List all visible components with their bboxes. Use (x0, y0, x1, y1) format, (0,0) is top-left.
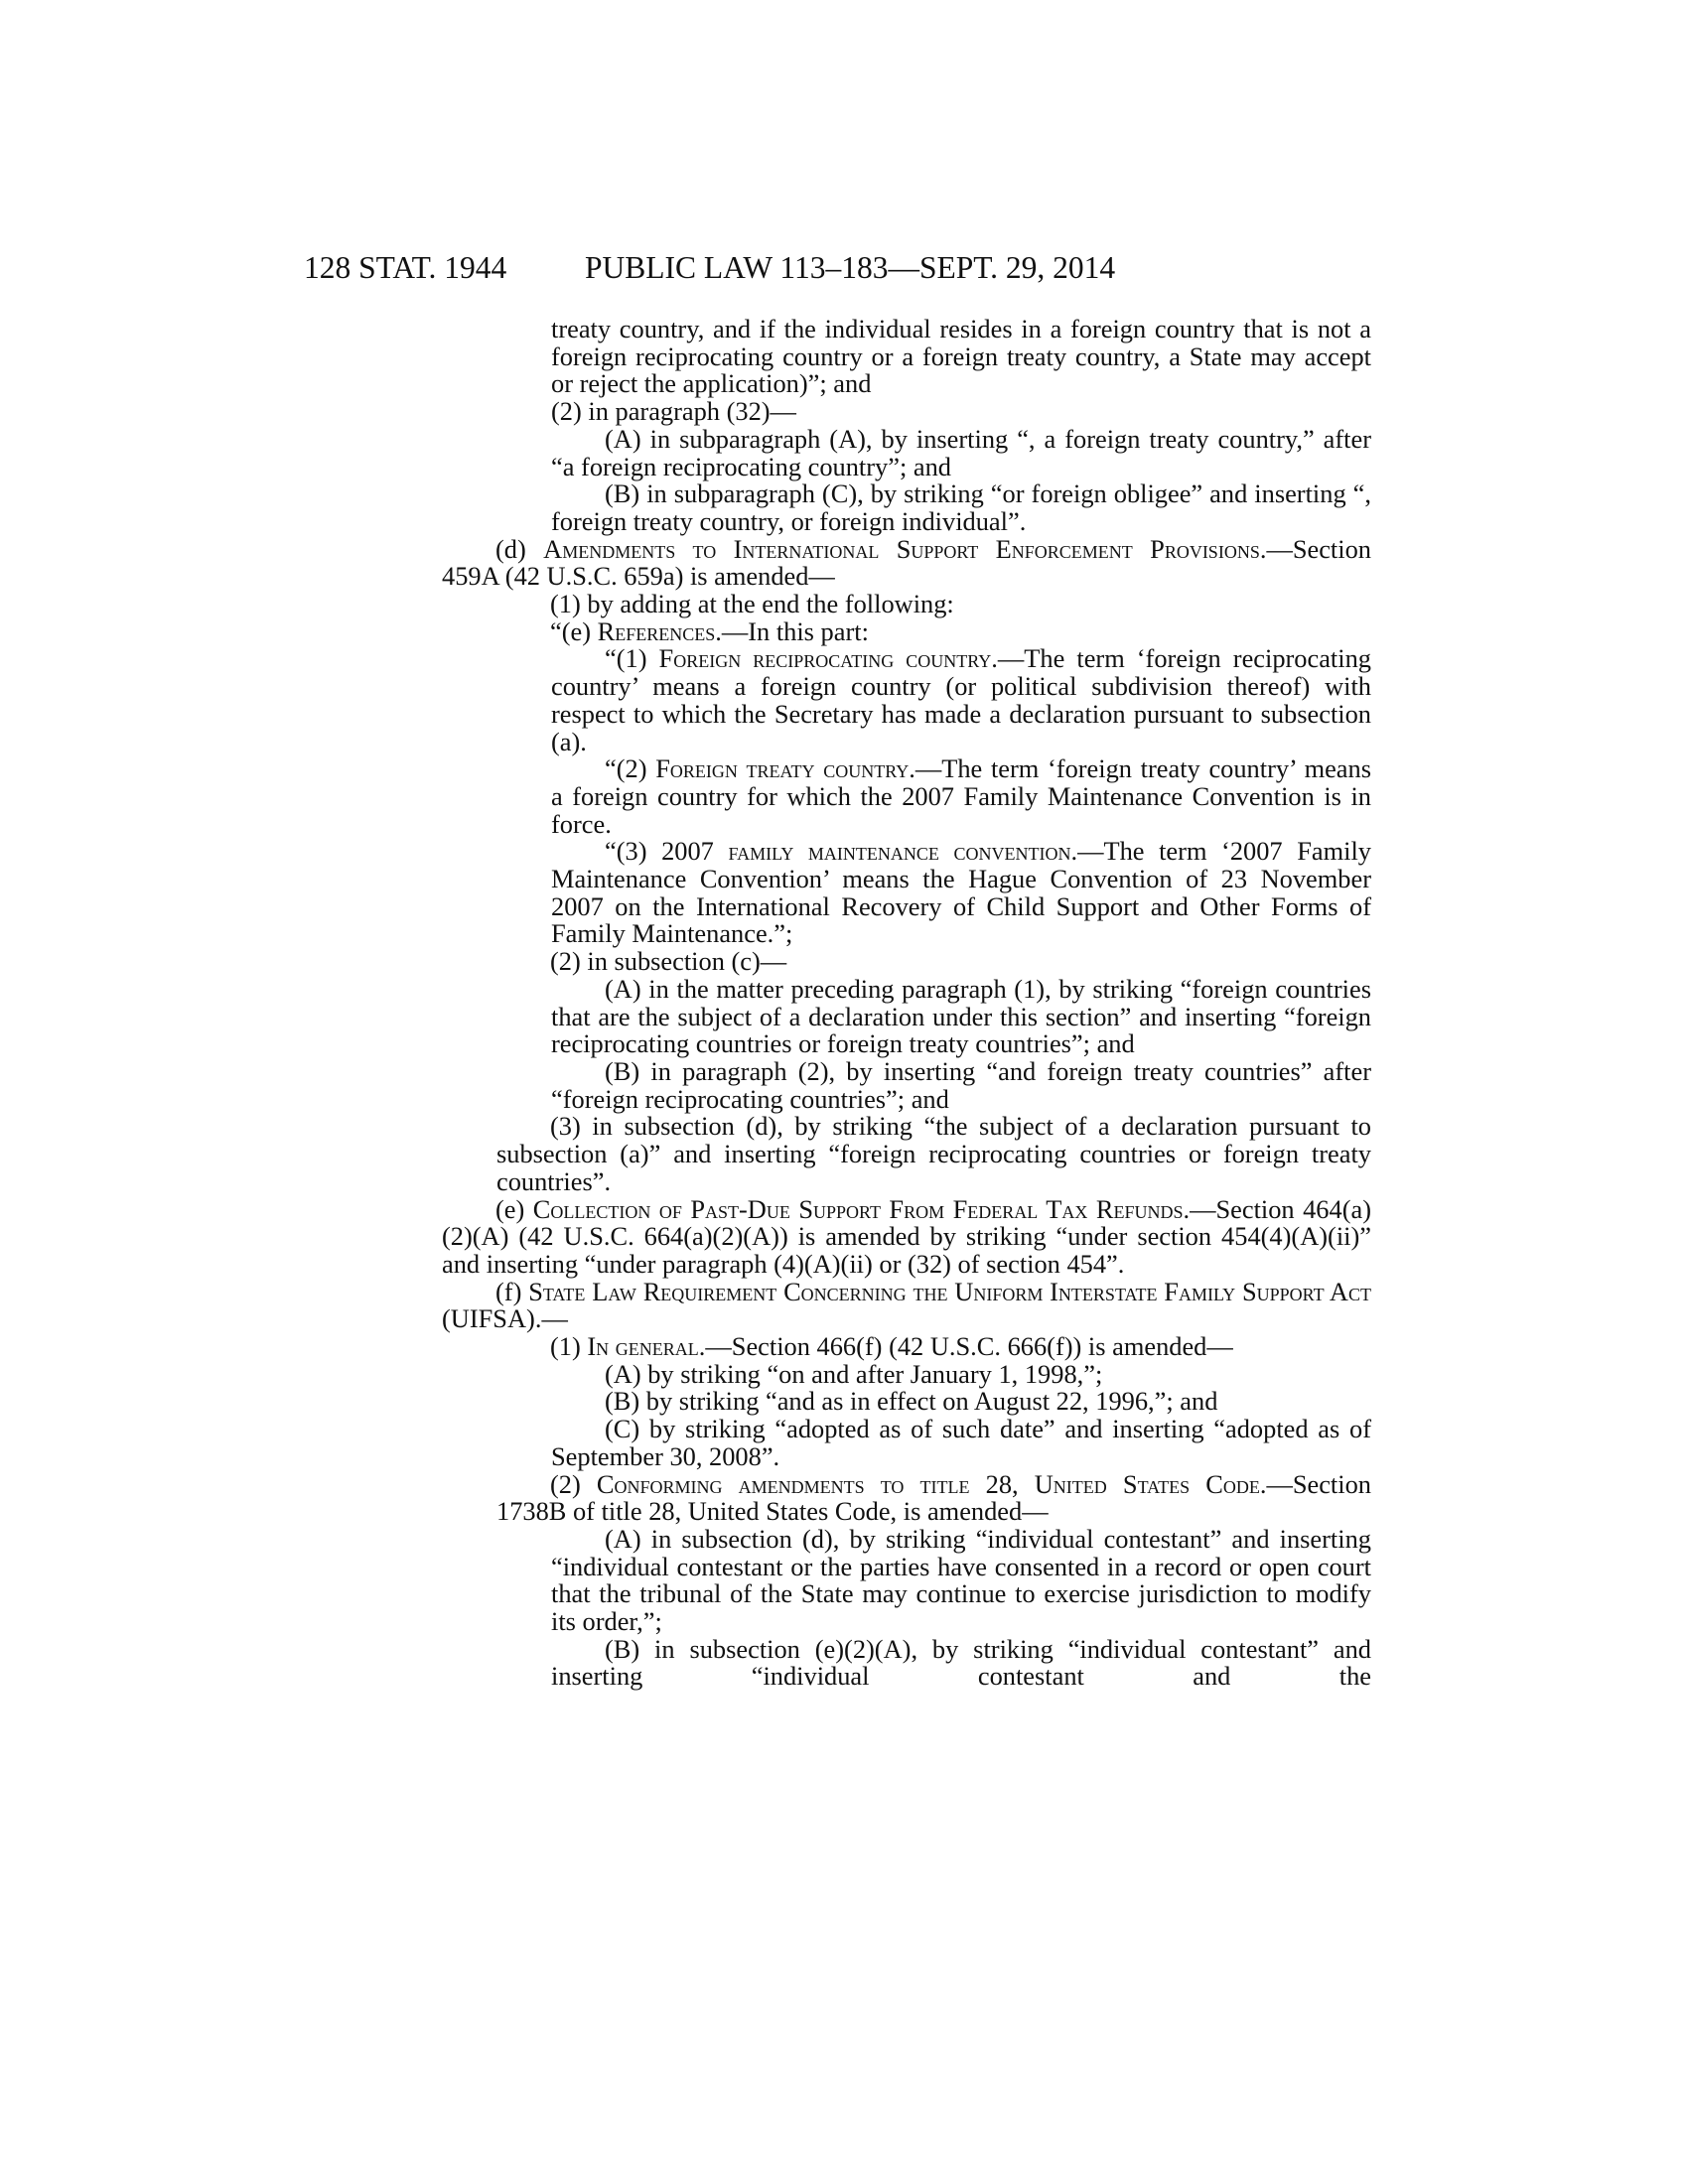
definition-2 (496, 755, 1371, 838)
paragraph-3-subsection-d: (3) in subsection (d), by striking “the subject of a declaration pursuant to subsection (a)” and inserting “foreign reciprocating countries or foreign treaty countries”. (496, 1111, 1371, 1196)
definition-3-text: —The term ‘2007 Family Maintenance Convention’ means the Hague Convention of 23 November 2007 on the International Recovery of Child Support and Other Forms of Family Maintenance.”; (551, 836, 1371, 949)
paragraph-continuation: treaty country, and if the individual resides in a foreign country that is not a foreign reciprocating country or a foreign treaty country, a State may accept or reject the application)”; and (551, 314, 1371, 399)
subparagraph-a-matter-preceding: (A) in the matter preceding paragraph (1), by striking “foreign countries that are the subject of a declaration under this section” and inserting “foreign reciprocating countries or foreign treaty countries”; and (551, 973, 1371, 1059)
paragraph-f2-designator: (2) (550, 1468, 581, 1499)
law-title: PUBLIC LAW 113–183—SEPT. 29, 2014 (585, 250, 1116, 285)
subparagraph-f1-a: (A) by striking “on and after January 1, 1998,”; (605, 1358, 1103, 1389)
new-subsection-e-heading: References. (597, 615, 722, 646)
paragraph-2-text: (2) in paragraph (32)— (551, 396, 796, 427)
definition-1 (496, 645, 1371, 755)
definition-1-heading: Foreign reciprocating country. (658, 643, 998, 674)
subsection-f (442, 1276, 1371, 1334)
subsection-f-text: — (541, 1303, 568, 1334)
definition-3-designator: “(3) (605, 836, 647, 867)
definition-2-designator: “(2) (605, 753, 647, 784)
subsection-f-designator: (f) (495, 1276, 522, 1306)
new-subsection-e-designator: “(e) (550, 615, 592, 646)
subparagraph-f1-c: (C) by striking “adopted as of such date” and inserting “adopted as of September 30, 2008”. (551, 1414, 1371, 1471)
statute-body (442, 314, 1371, 1692)
paragraph-f1-text: —Section 466(f) (42 U.S.C. 666(f)) is amended— (705, 1331, 1233, 1362)
new-subsection-e-text: —In this part: (721, 615, 869, 646)
new-subsection-e (496, 615, 1371, 646)
definition-2-text: —The term ‘foreign treaty country’ means a foreign country for which the 2007 Family Maintenance Convention is in force. (551, 753, 1371, 839)
paragraph-1-adding: (1) by adding at the end the following: (550, 589, 954, 619)
paragraph-f2-heading: Conforming amendments to title 28, United States Code. (596, 1468, 1267, 1499)
paragraph-2 (496, 398, 1371, 426)
paragraph-f2 (496, 1468, 1371, 1527)
running-head (304, 248, 1371, 288)
subparagraph-f2-a: (A) in subsection (d), by striking “individual contestant” and inserting “individual contestant or the parties have consented in a record or open court that the tribunal of the State may continue to exercise jurisdiction to modify its order,”; (551, 1523, 1371, 1637)
definition-2-heading: Foreign treaty country. (655, 753, 915, 784)
paragraph-f2-text: —Section 1738B of title 28, United States Code, is amended— (496, 1468, 1371, 1527)
subsection-d-heading: Amendments to International Support Enforcement Provisions. (543, 533, 1267, 564)
subparagraph-f1-b: (B) by striking “and as in effect on August 22, 1996,”; and (605, 1386, 1218, 1417)
definition-1-text: —The term ‘foreign reciprocating country’ means a foreign country (or political subdivision thereof) with respect to which the Secretary has made a declaration pursuant to subsection (a). (551, 643, 1371, 756)
paragraph-f1-heading: In general. (587, 1331, 706, 1362)
subparagraph-b: (B) in subparagraph (C), by striking “or foreign obligee” and inserting “, foreign treaty country, or foreign individual”. (551, 478, 1371, 536)
subparagraph-b-paragraph-2: (B) in paragraph (2), by inserting “and foreign treaty countries” after “foreign reciprocating countries”; and (551, 1055, 1371, 1114)
subsection-d-designator: (d) (495, 533, 526, 564)
paragraph-f1 (496, 1333, 1371, 1361)
subsection-e-designator: (e) (495, 1193, 525, 1224)
subsection-d-text: —Section 459A (42 U.S.C. 659a) is amended— (442, 533, 1371, 592)
stat-citation: 128 STAT. 1944 (304, 250, 507, 285)
subsection-d (442, 533, 1371, 592)
definition-3-heading: 2007 family maintenance convention. (661, 836, 1078, 867)
subparagraph-f2-b: (B) in subsection (e)(2)(A), by striking “individual contestant” and inserting “individual contestant and the (551, 1633, 1371, 1692)
definition-3 (496, 838, 1371, 948)
definition-1-designator: “(1) (605, 643, 647, 674)
subparagraph-a: (A) in subparagraph (A), by inserting “, a foreign treaty country,” after “a foreign reciprocating country”; and (551, 423, 1371, 481)
subsection-e-text: —Section 464(a)(2)(A) (42 U.S.C. 664(a)(2)(A)) is amended by striking “under section 454(4)(A)(ii)” and inserting “under paragraph (4)(A)(ii) or (32) of section 454”. (442, 1193, 1371, 1279)
paragraph-2-subsection-c: (2) in subsection (c)— (550, 946, 787, 977)
paragraph-f1-designator: (1) (550, 1331, 581, 1362)
subsection-e-collection (442, 1193, 1371, 1279)
subsection-f-heading: State Law Requirement Concerning the Uniform Interstate Family Support Act (UIFSA). (442, 1276, 1371, 1334)
subsection-e-heading: Collection of Past-Due Support From Federal Tax Refunds. (532, 1193, 1191, 1224)
